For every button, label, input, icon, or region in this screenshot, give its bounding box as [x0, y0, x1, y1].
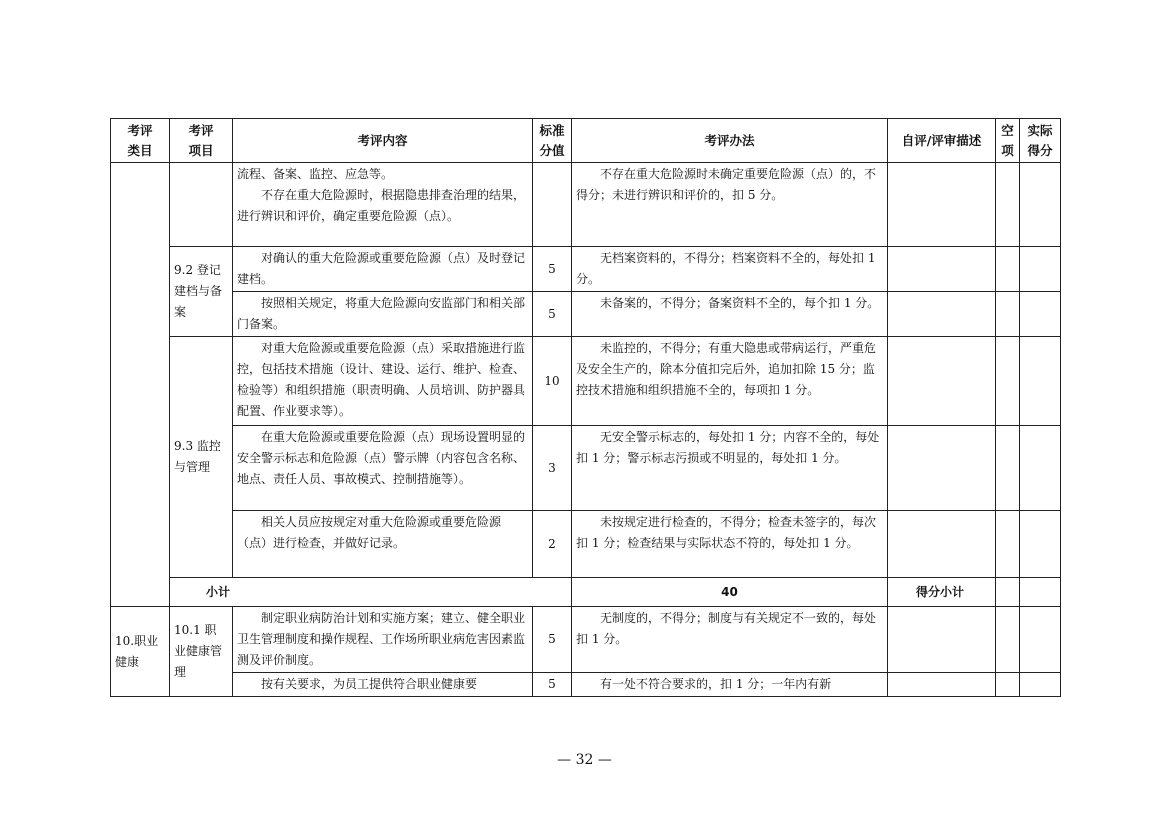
header-item: 考评 项目 [170, 119, 233, 163]
content-line: 不存在重大危险源时，根据隐患排查治理的结果，进行辨识和评价，确定重要危险源（点）。 [237, 188, 526, 223]
sub-item-label: 9.2 登记建档与备案 [170, 247, 233, 337]
score-cell: 5 [533, 247, 572, 292]
evaluation-table [110, 118, 1061, 697]
empty-cell [996, 673, 1020, 697]
method-cell: 无安全警示标志的，每处扣 1 分；内容不全的，每处扣 1 分；警示标志污损或不明显的，每处扣 1 分。 [572, 426, 888, 511]
item-cell [170, 163, 233, 247]
empty-cell [1020, 578, 1061, 607]
self-eval-cell [888, 673, 996, 697]
table-row [111, 673, 1061, 697]
score-cell: 2 [533, 511, 572, 578]
table-row [111, 511, 1061, 578]
method-cell: 有一处不符合要求的，扣 1 分；一年内有新 [572, 673, 888, 697]
table-header-row [111, 119, 1061, 163]
table-row [111, 292, 1061, 337]
score-cell [533, 163, 572, 247]
table-row [111, 247, 1061, 292]
content-cell: 在重大危险源或重要危险源（点）现场设置明显的安全警示标志和危险源（点）警示牌（内容包含名称、地点、责任人员、事故模式、控制措施等）。 [233, 426, 533, 511]
actual-cell [1020, 673, 1061, 697]
content-line: 流程、备案、监控、应急等。 [237, 167, 394, 181]
method-cell: 未监控的，不得分；有重大隐患或带病运行，严重危及安全生产的，除本分值扣完后外，追加扣除 15 分；监控技术措施和组织措施不全的，每项扣 1 分。 [572, 337, 888, 426]
self-eval-cell [888, 337, 996, 426]
empty-cell [996, 163, 1020, 247]
method-cell: 无制度的，不得分；制度与有关规定不一致的，每处扣 1 分。 [572, 607, 888, 673]
actual-cell [1020, 247, 1061, 292]
header-category: 考评 类目 [111, 119, 170, 163]
table-row [111, 337, 1061, 426]
empty-cell [996, 337, 1020, 426]
self-eval-cell [996, 578, 1020, 607]
actual-cell [1020, 511, 1061, 578]
header-empty: 空 项 [996, 119, 1020, 163]
content-cell [233, 163, 533, 247]
sub-item-label: 9.3 监控与管理 [170, 337, 233, 578]
self-eval-cell [888, 426, 996, 511]
category-label: 10.职业健康 [111, 607, 170, 697]
self-eval-cell [888, 163, 996, 247]
subtotal-score: 40 [572, 578, 888, 607]
actual-cell [1020, 292, 1061, 337]
score-cell: 10 [533, 337, 572, 426]
page-number: — 32 — [557, 752, 612, 768]
empty-cell [996, 511, 1020, 578]
header-actual: 实际 得分 [1020, 119, 1061, 163]
empty-cell [996, 247, 1020, 292]
score-cell: 3 [533, 426, 572, 511]
header-score: 标准 分值 [533, 119, 572, 163]
content-cell: 相关人员应按规定对重大危险源或重要危险源（点）进行检查，并做好记录。 [233, 511, 533, 578]
subtotal-row [111, 578, 1061, 607]
subtotal-method: 得分小计 [888, 578, 996, 607]
self-eval-cell [888, 247, 996, 292]
actual-cell [1020, 607, 1061, 673]
self-eval-cell [888, 292, 996, 337]
content-cell: 制定职业病防治计划和实施方案；建立、健全职业卫生管理制度和操作规程、工作场所职业病危害因素监测及评价制度。 [233, 607, 533, 673]
content-cell: 按照相关规定，将重大危险源向安监部门和相关部门备案。 [233, 292, 533, 337]
score-cell: 5 [533, 607, 572, 673]
sub-item-label: 10.1 职业健康管理 [170, 607, 233, 697]
method-cell: 未备案的，不得分；备案资料不全的，每个扣 1 分。 [572, 292, 888, 337]
actual-cell [1020, 163, 1061, 247]
empty-cell [996, 292, 1020, 337]
table-row [111, 163, 1061, 247]
header-method: 考评办法 [572, 119, 888, 163]
header-content: 考评内容 [233, 119, 533, 163]
actual-cell [1020, 426, 1061, 511]
score-cell: 5 [533, 673, 572, 697]
method-cell: 不存在重大危险源时未确定重要危险源（点）的，不得分；未进行辨识和评价的，扣 5 分。 [572, 163, 888, 247]
category-cell [111, 163, 170, 607]
empty-cell [996, 426, 1020, 511]
empty-cell [996, 607, 1020, 673]
method-cell: 未按规定进行检查的，不得分；检查未签字的，每次扣 1 分；检查结果与实际状态不符的，每处扣 1 分。 [572, 511, 888, 578]
content-cell: 对确认的重大危险源或重要危险源（点）及时登记建档。 [233, 247, 533, 292]
table-row [111, 426, 1061, 511]
self-eval-cell [888, 511, 996, 578]
self-eval-cell [888, 607, 996, 673]
subtotal-label: 小计 [170, 578, 572, 607]
header-self-eval: 自评/评审描述 [888, 119, 996, 163]
score-cell: 5 [533, 292, 572, 337]
table-row [111, 607, 1061, 673]
content-cell: 按有关要求，为员工提供符合职业健康要 [233, 673, 533, 697]
method-cell: 无档案资料的，不得分；档案资料不全的，每处扣 1 分。 [572, 247, 888, 292]
actual-cell [1020, 337, 1061, 426]
content-cell: 对重大危险源或重要危险源（点）采取措施进行监控，包括技术措施（设计、建设、运行、维护、检查、检验等）和组织措施（职责明确、人员培训、防护器具配置、作业要求等）。 [233, 337, 533, 426]
